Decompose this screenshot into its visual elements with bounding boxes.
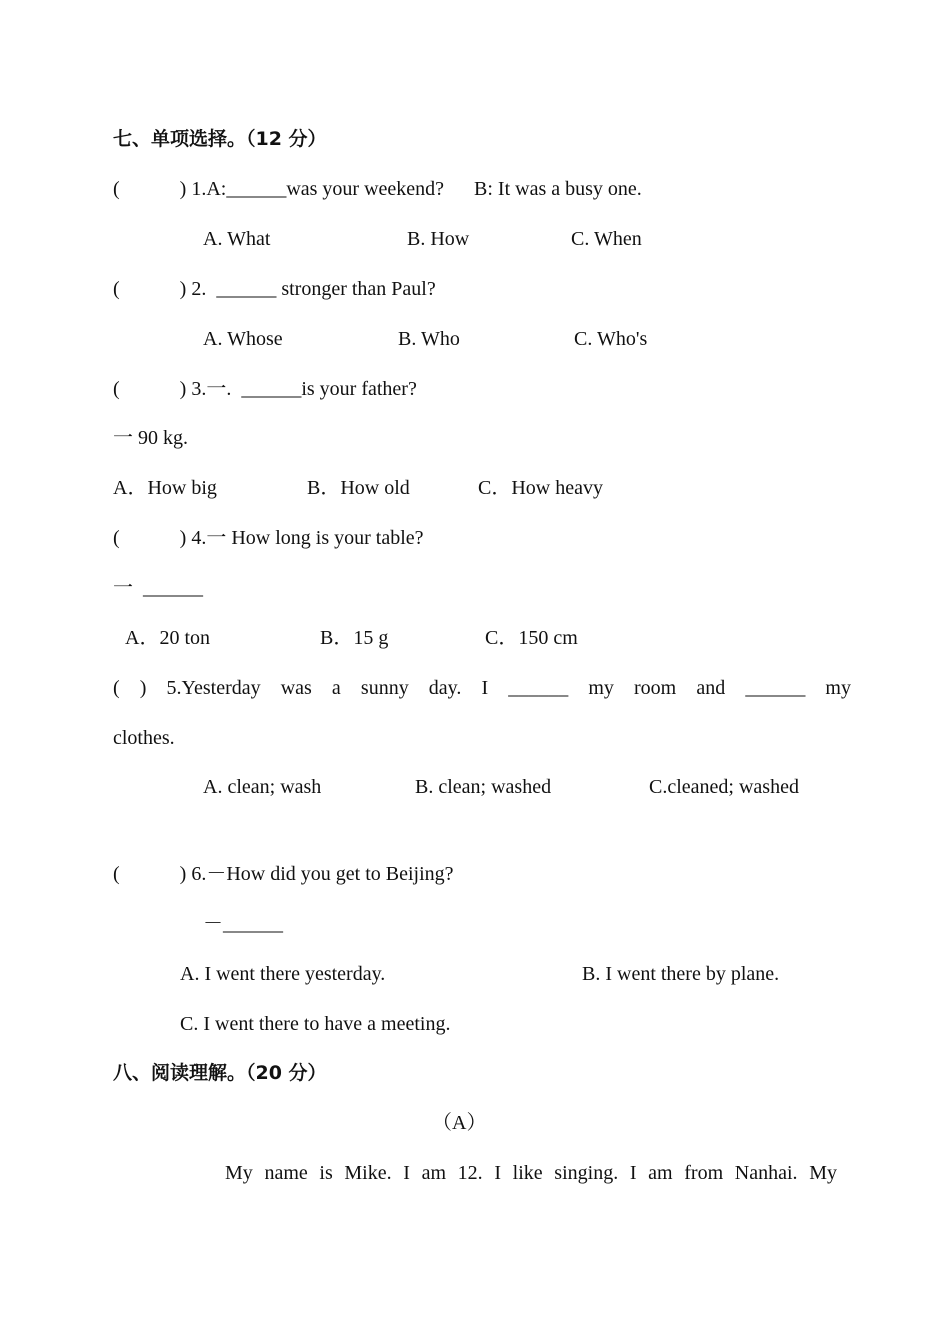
q5-continuation: clothes. — [113, 727, 175, 749]
q6-answer: －______ — [203, 913, 283, 935]
question-4: ( ) 4.一 How long is your table? — [113, 527, 424, 549]
q3-option-b: B．How old — [307, 477, 410, 499]
q3-option-c: C．How heavy — [478, 477, 603, 499]
q5-option-c: C.cleaned; washed — [649, 776, 799, 798]
q3-option-a: A．How big — [113, 477, 217, 499]
section7-title: 七、单项选择。（12 分） — [113, 128, 327, 150]
question-2: ( ) 2. ______ stronger than Paul? — [113, 278, 436, 300]
section8-title: 八、阅读理解。（20 分） — [113, 1062, 327, 1084]
q1-option-a: A. What — [203, 228, 271, 250]
q2-option-a: A. Whose — [203, 328, 283, 350]
q1-option-b: B. How — [407, 228, 470, 250]
q6-option-b: B. I went there by plane. — [582, 963, 780, 985]
passage-text: My name is Mike. I am 12. I like singing. I am from Nanhai. My — [225, 1162, 837, 1184]
q1-option-c: C. When — [571, 228, 642, 250]
q2-option-c: C. Who's — [574, 328, 648, 350]
q5-option-b: B. clean; washed — [415, 776, 552, 798]
q6-option-a: A. I went there yesterday. — [180, 963, 386, 985]
question-3: ( ) 3.一. ______is your father? — [113, 378, 417, 400]
q2-option-b: B. Who — [398, 328, 460, 350]
q4-option-c: C．150 cm — [485, 627, 578, 649]
q4-option-b: B．15 g — [320, 627, 389, 649]
q6-option-c: C. I went there to have a meeting. — [180, 1013, 451, 1035]
question-6: ( ) 6.－How did you get to Beijing? — [113, 863, 454, 885]
q5-option-a: A. clean; wash — [203, 776, 322, 798]
passage-label: （A） — [432, 1112, 487, 1134]
question-1: ( ) 1.A:______was your weekend? B: It was a busy one. — [113, 178, 642, 200]
q4-option-a: A．20 ton — [125, 627, 210, 649]
q4-answer: 一 ______ — [113, 577, 203, 599]
question-5: ( ) 5.Yesterday was a sunny day. I ______ my room and ______ my — [113, 677, 851, 699]
q3-answer: 一 90 kg. — [113, 427, 188, 449]
